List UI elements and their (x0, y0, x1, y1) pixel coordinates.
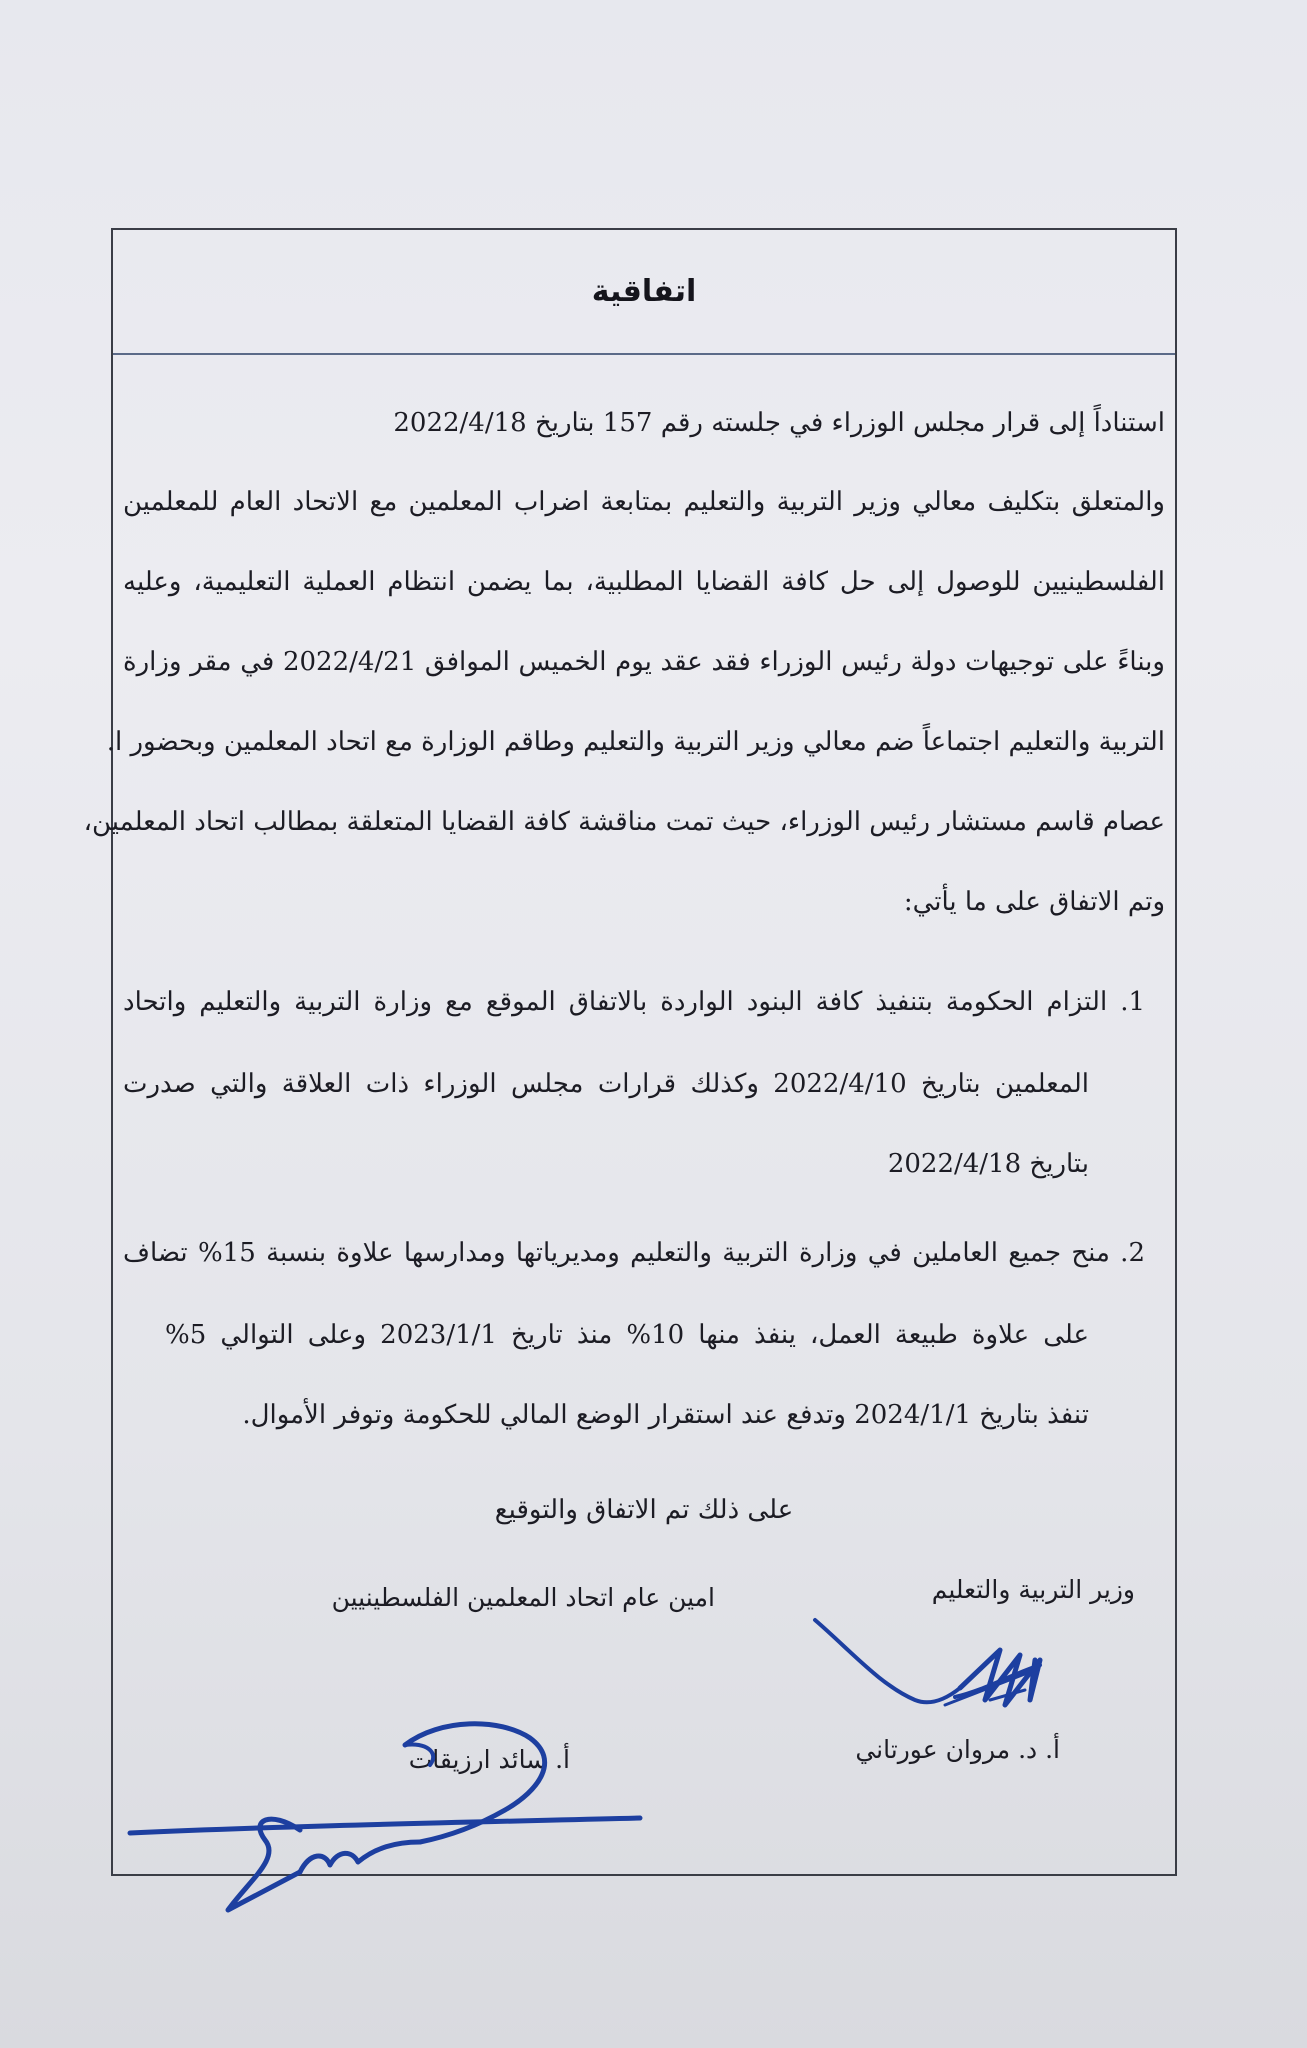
intro-line: استناداً إلى قرار مجلس الوزراء في جلسته رقم 157 بتاريخ 2022/4/18 (393, 408, 1165, 438)
intro-line: والمتعلق بتكليف معالي وزير التربية والتعليم بمتابعة اضراب المعلمين مع الاتحاد العام للمعلمين (123, 487, 1165, 517)
item-2-line: 2. منح جميع العاملين في وزارة التربية والتعليم ومديرياتها ومدارسها علاوة بنسبة 15% تضاف (123, 1238, 1145, 1268)
minister-name: أ. د. مروان عورتاني (855, 1735, 1060, 1764)
item-1-line: بتاريخ 2022/4/18 (887, 1149, 1089, 1179)
closing-statement: على ذلك تم الاتفاق والتوقيع (494, 1495, 794, 1525)
document-title: اتفاقية (591, 274, 697, 309)
union-secretary-name: أ. سائد ارزيقات (408, 1745, 570, 1774)
intro-line: وتم الاتفاق على ما يأتي: (903, 887, 1165, 917)
intro-line: التربية والتعليم اجتماعاً ضم معالي وزير التربية والتعليم وطاقم الوزارة مع اتحاد المعلمين وبحضور ا. (106, 727, 1165, 757)
item-1-line: 1. التزام الحكومة بتنفيذ كافة البنود الواردة بالاتفاق الموقع مع وزارة التربية والتعليم واتحاد (123, 987, 1145, 1017)
agreement-frame (83, 228, 1177, 1876)
intro-line: الفلسطينيين للوصول إلى حل كافة القضايا المطلبية، بما يضمن انتظام العملية التعليمية، وعليه (123, 567, 1165, 597)
item-1-line: المعلمين بتاريخ 2022/4/10 وكذلك قرارات مجلس الوزراء ذات العلاقة والتي صدرت (123, 1069, 1089, 1099)
union-secretary-title: امين عام اتحاد المعلمين الفلسطينيين (331, 1583, 715, 1612)
item-2-line: تنفذ بتاريخ 2024/1/1 وتدفع عند استقرار الوضع المالي للحكومة وتوفر الأموال. (242, 1400, 1089, 1430)
item-2-line: على علاوة طبيعة العمل، ينفذ منها 10% منذ تاريخ 2023/1/1 وعلى التوالي 5% (165, 1320, 1089, 1350)
intro-line: عصام قاسم مستشار رئيس الوزراء، حيث تمت مناقشة كافة القضايا المتعلقة بمطالب اتحاد المعلمين، (83, 807, 1165, 837)
minister-title: وزير التربية والتعليم (931, 1575, 1135, 1604)
title-row (113, 230, 1175, 355)
intro-line: وبناءً على توجيهات دولة رئيس الوزراء فقد عقد يوم الخميس الموافق 2022/4/21 في مقر وزارة (123, 647, 1165, 677)
